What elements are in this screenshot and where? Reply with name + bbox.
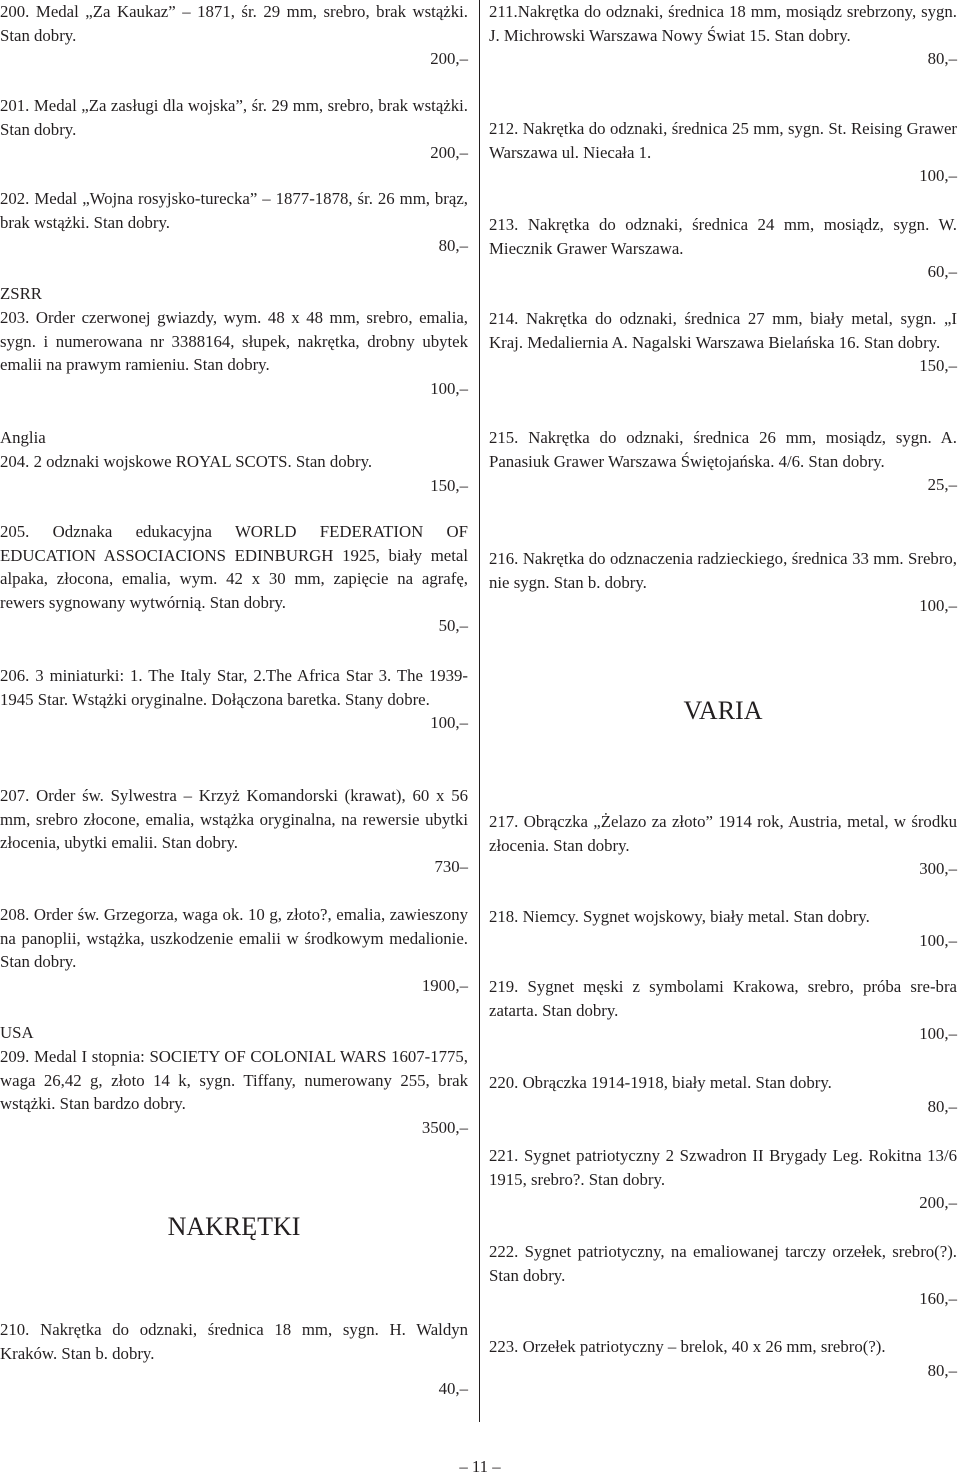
lot-price: 3500,– <box>421 1117 468 1137</box>
lot-price: 50,– <box>438 616 468 636</box>
lot-price: 100,– <box>919 930 957 950</box>
lot-description: 202. Medal „Wojna rosyjsko-turecka” – 1877-1878, śr. 26 mm, brąz, brak wstążki. Stan dobry. <box>0 189 468 232</box>
lot-201 <box>0 94 468 165</box>
lot-212 <box>489 117 957 188</box>
lot-description: 201. Medal „Za zasługi dla wojska”, śr. 29 mm, srebro, brak wstążki. Stan dobry. <box>0 96 468 139</box>
lot-price: 150,– <box>919 356 957 376</box>
lot-description: 214. Nakrętka do odznaki, średnica 27 mm, biały metal, sygn. „I Kraj. Medaliernia A. Nagalski Warszawa Bielańska 16. Stan dobry. <box>489 309 957 352</box>
lot-description: 206. 3 miniaturki: 1. The Italy Star, 2.The Africa Star 3. The 1939-1945 Star. Wstążki oryginalne. Dołączona baretka. Stany dobre. <box>0 666 468 709</box>
lot-price: 100,– <box>919 1024 957 1044</box>
lot-price: 80,– <box>438 236 468 256</box>
lot-description: 210. Nakrętka do odznaki, średnica 18 mm, sygn. H. Waldyn Kraków. Stan b. dobry. <box>0 1320 468 1363</box>
page-number: – 11 – <box>459 1457 501 1476</box>
section-title-varia: VARIA <box>683 696 763 725</box>
lot-price: 160,– <box>919 1289 957 1309</box>
lot-price: 200,– <box>919 1193 957 1213</box>
lot-209 <box>0 1045 468 1139</box>
lot-price: 80,– <box>927 1360 957 1380</box>
lot-description: 218. Niemcy. Sygnet wojskowy, biały metal. Stan dobry. <box>489 907 870 926</box>
column-divider <box>479 0 480 1422</box>
lot-price: 100,– <box>430 713 468 733</box>
section-title-nakretki: NAKRĘTKI <box>167 1212 301 1241</box>
lot-204 <box>0 450 468 497</box>
lot-price: 60,– <box>927 262 957 282</box>
lot-description: 222. Sygnet patriotyczny, na emaliowanej tarczy orzełek, srebro(?). Stan dobry. <box>489 1242 957 1285</box>
lot-description: 217. Obrączka „Żelazo za złoto” 1914 rok, Austria, metal, w środku złocenia. Stan dobry. <box>489 812 957 855</box>
country-heading-zsrr: ZSRR <box>0 284 42 303</box>
lot-description: 215. Nakrętka do odznaki, średnica 26 mm, mosiądz, sygn. A. Panasiuk Grawer Warszawa Świętojańska. 4/6. Stan dobry. <box>489 428 957 471</box>
lot-price: 300,– <box>919 859 957 879</box>
lot-208 <box>0 903 468 997</box>
lot-price: 730– <box>434 856 468 876</box>
lot-217 <box>489 810 957 881</box>
lot-202 <box>0 187 468 258</box>
lot-description: 213. Nakrętka do odznaki, średnica 24 mm, mosiądz, sygn. W. Miecznik Grawer Warszawa. <box>489 215 957 258</box>
lot-description: 204. 2 odznaki wojskowe ROYAL SCOTS. Stan dobry. <box>0 452 373 471</box>
lot-215 <box>489 426 957 497</box>
lot-221 <box>489 1144 957 1215</box>
lot-price: 80,– <box>927 49 957 69</box>
lot-205 <box>0 520 468 638</box>
lot-price: 200,– <box>430 49 468 69</box>
lot-description: 203. Order czerwonej gwiazdy, wym. 48 x 48 mm, srebro, emalia, sygn. i numerowana nr 3388164, słupek, nakrętka, drobny ubytek emalii na prawym ramieniu. Stan dobry. <box>0 308 468 375</box>
lot-216 <box>489 547 957 618</box>
lot-220 <box>489 1071 957 1118</box>
lot-223 <box>489 1335 957 1382</box>
lot-price: 100,– <box>919 166 957 186</box>
lot-price: 80,– <box>927 1096 957 1116</box>
lot-price: 200,– <box>430 143 468 163</box>
lot-price: 1900,– <box>421 975 468 995</box>
lot-207 <box>0 784 468 878</box>
lot-206 <box>0 664 468 735</box>
lot-211 <box>489 0 957 71</box>
lot-description: 207. Order św. Sylwestra – Krzyż Komandorski (krawat), 60 x 56 mm, srebro złocone, emalia, wstążka oryginalna, na rewersie ubytki złocenia, ubytki emalii. Stan dobry. <box>0 786 468 853</box>
lot-price: 150,– <box>430 475 468 495</box>
lot-description: 209. Medal I stopnia: SOCIETY OF COLONIAL WARS 1607-1775, waga 26,42 g, złoto 14 k, sygn. Tiffany, numerowany 255, brak wstążki. Stan bardzo dobry. <box>0 1047 468 1114</box>
lot-price: 25,– <box>927 475 957 495</box>
lot-price: 100,– <box>919 596 957 616</box>
lot-description: 221. Sygnet patriotyczny 2 Szwadron II Brygady Leg. Rokitna 13/6 1915, srebro?. Stan dobry. <box>489 1146 957 1189</box>
lot-213 <box>489 213 957 284</box>
lot-description: 208. Order św. Grzegorza, waga ok. 10 g, złoto?, emalia, zawieszony na panoplii, wstążka, uszkodzenie emalii w środkowym medalionie. Stan dobry. <box>0 905 468 972</box>
lot-description: 205. Odznaka edukacyjna WORLD FEDERATION OF EDUCATION ASSOCIACIONS EDINBURGH 1925, biały metal alpaka, złocona, emalia, wym. 42 x 30 mm, zapięcie na agrafę, rewers sygnowany wytwórnią. Stan dobry. <box>0 522 468 612</box>
lot-description: 216. Nakrętka do odznaczenia radzieckiego, średnica 33 mm. Srebro, nie sygn. Stan b. dobry. <box>489 549 957 592</box>
lot-200 <box>0 0 468 71</box>
lot-description: 223. Orzełek patriotyczny – brelok, 40 x 26 mm, srebro(?). <box>489 1337 886 1356</box>
country-heading-anglia: Anglia <box>0 428 46 447</box>
lot-description: 211.Nakrętka do odznaki, średnica 18 mm, mosiądz srebrzony, sygn. J. Michrowski Warszawa Nowy Świat 15. Stan dobry. <box>489 2 957 45</box>
lot-price: 40,– <box>438 1379 468 1399</box>
lot-price: 100,– <box>430 378 468 398</box>
lot-222 <box>489 1240 957 1311</box>
lot-description: 219. Sygnet męski z symbolami Krakowa, srebro, próba sre-bra zatarta. Stan dobry. <box>489 977 957 1020</box>
lot-219 <box>489 975 957 1046</box>
country-heading-usa: USA <box>0 1023 34 1042</box>
lot-description: 220. Obrączka 1914-1918, biały metal. Stan dobry. <box>489 1073 832 1092</box>
lot-203 <box>0 306 468 400</box>
lot-description: 200. Medal „Za Kaukaz” – 1871, śr. 29 mm, srebro, brak wstążki. Stan dobry. <box>0 2 468 45</box>
lot-description: 212. Nakrętka do odznaki, średnica 25 mm, sygn. St. Reising Grawer Warszawa ul. Niecała 1. <box>489 119 957 162</box>
lot-210 <box>0 1318 468 1401</box>
lot-214 <box>489 307 957 378</box>
lot-218 <box>489 905 957 952</box>
